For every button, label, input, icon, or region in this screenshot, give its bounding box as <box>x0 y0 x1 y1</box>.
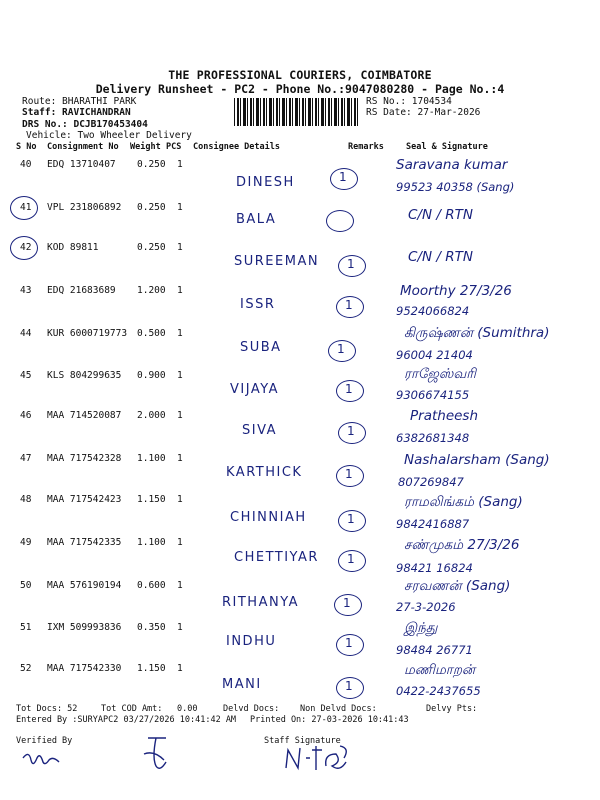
col-seal: Seal & Signature <box>406 142 488 152</box>
row-tick-mark <box>10 236 38 260</box>
table-row <box>0 663 600 683</box>
barcode-image <box>234 98 360 126</box>
seal-phone: 99523 40358 (Sang) <box>396 180 515 194</box>
consignee-name: ISSR <box>240 297 276 312</box>
seal-phone: 9306674155 <box>396 388 470 402</box>
remark-circle <box>326 210 354 232</box>
seal-signature: Pratheesh <box>410 408 479 424</box>
row-weight: 0.900 <box>137 370 166 381</box>
row-sno: 50 <box>20 580 32 591</box>
row-weight: 0.250 <box>137 159 166 170</box>
row-consignment-no: MAA 717542330 <box>47 663 122 674</box>
delivery-points-label: Delvy Pts: <box>426 704 478 714</box>
seal-signature: C/N / RTN <box>408 249 473 265</box>
seal-phone: 9524066824 <box>396 304 470 318</box>
row-sno: 41 <box>20 202 32 213</box>
table-row <box>0 202 600 222</box>
row-pcs: 1 <box>177 328 183 339</box>
total-cod-amount: 0.00 <box>177 704 198 714</box>
seal-phone: 96004 21404 <box>396 348 473 362</box>
staff-label: Staff: RAVICHANDRAN <box>22 107 131 118</box>
seal-phone: 27-3-2026 <box>396 600 456 614</box>
row-sno: 47 <box>20 453 32 464</box>
row-consignment-no: EDQ 13710407 <box>47 159 116 170</box>
row-tick-mark <box>10 196 38 220</box>
row-pcs: 1 <box>177 580 183 591</box>
non-delivered-docs-label: Non Delvd Docs: <box>300 704 377 714</box>
delivered-docs-label: Delvd Docs: <box>223 704 280 714</box>
remark-value: 1 <box>347 512 355 526</box>
seal-phone: 807269847 <box>398 475 464 489</box>
consignee-name: BALA <box>236 212 277 227</box>
row-weight: 1.100 <box>137 453 166 464</box>
row-sno: 43 <box>20 285 32 296</box>
initial-signature <box>140 734 176 776</box>
verified-by-label: Verified By <box>16 736 73 746</box>
staff-signature <box>282 740 356 776</box>
printed-on: Printed On: 27-03-2026 10:41:43 <box>250 715 409 725</box>
col-consignment: Consignment No <box>47 142 119 152</box>
row-weight: 1.100 <box>137 537 166 548</box>
table-row <box>0 410 600 430</box>
seal-phone: 98484 26771 <box>396 643 473 657</box>
row-pcs: 1 <box>177 242 183 253</box>
row-pcs: 1 <box>177 663 183 674</box>
seal-signature: ராஜேஸ்வரி <box>404 366 477 382</box>
consignee-name: VIJAYA <box>230 382 280 397</box>
remark-value: 1 <box>345 382 353 396</box>
consignee-name: KARTHICK <box>226 465 303 480</box>
route-label: Route: BHARATHI PARK <box>22 96 137 107</box>
row-pcs: 1 <box>177 159 183 170</box>
seal-signature: கிருஷ்ணன் (Sumithra) <box>404 325 550 341</box>
row-pcs: 1 <box>177 453 183 464</box>
seal-phone: 0422-2437655 <box>396 684 481 698</box>
col-sno: S No <box>16 142 37 152</box>
consignee-name: SUREEMAN <box>234 254 320 269</box>
staff-signature-label: Staff Signature <box>264 736 341 746</box>
seal-phone: 9842416887 <box>396 517 470 531</box>
seal-phone: 98421 16824 <box>396 561 473 575</box>
row-pcs: 1 <box>177 410 183 421</box>
row-pcs: 1 <box>177 494 183 505</box>
entered-by: Entered By :SURYAPC2 03/27/2026 10:41:42 AM <box>16 715 237 725</box>
row-pcs: 1 <box>177 202 183 213</box>
company-title: THE PROFESSIONAL COURIERS, COIMBATORE <box>168 68 432 82</box>
row-sno: 42 <box>20 242 32 253</box>
seal-signature: மணிமாறன் <box>404 662 476 678</box>
verifier-signature <box>20 748 64 772</box>
row-sno: 45 <box>20 370 32 381</box>
row-weight: 2.000 <box>137 410 166 421</box>
col-weight: Weight <box>130 142 161 152</box>
row-consignment-no: KLS 804299635 <box>47 370 122 381</box>
table-row <box>0 622 600 642</box>
remark-value: 1 <box>347 257 355 271</box>
row-weight: 0.350 <box>137 622 166 633</box>
col-pcs: PCS <box>166 142 182 152</box>
consignee-name: RITHANYA <box>222 595 300 610</box>
seal-signature: Saravana kumar <box>396 157 508 173</box>
row-weight: 1.150 <box>137 494 166 505</box>
consignee-name: CHETTIYAR <box>234 550 319 565</box>
remark-value: 1 <box>343 596 351 610</box>
seal-signature: C/N / RTN <box>408 207 473 223</box>
remark-value: 1 <box>345 636 353 650</box>
seal-signature: ராமலிங்கம் (Sang) <box>404 494 523 510</box>
row-pcs: 1 <box>177 622 183 633</box>
consignee-name: CHINNIAH <box>230 510 307 525</box>
consignee-name: SUBA <box>240 340 282 355</box>
row-consignment-no: KUR 6000719773 <box>47 328 128 339</box>
row-consignment-no: MAA 576190194 <box>47 580 122 591</box>
rs-number: RS No.: 1704534 <box>366 96 452 107</box>
remark-value: 1 <box>347 552 355 566</box>
row-sno: 46 <box>20 410 32 421</box>
remark-value: 1 <box>345 467 353 481</box>
consignee-name: SIVA <box>242 423 278 438</box>
seal-signature: Nashalarsham (Sang) <box>404 452 550 468</box>
row-pcs: 1 <box>177 537 183 548</box>
total-cod-label: Tot COD Amt: <box>101 704 163 714</box>
remark-value: 1 <box>345 679 353 693</box>
row-consignment-no: MAA 717542335 <box>47 537 122 548</box>
table-row <box>0 370 600 390</box>
remark-value: 1 <box>345 298 353 312</box>
remark-value: 1 <box>337 342 345 356</box>
row-weight: 0.250 <box>137 242 166 253</box>
row-pcs: 1 <box>177 370 183 381</box>
row-consignment-no: KOD 89811 <box>47 242 99 253</box>
remark-value: 1 <box>347 424 355 438</box>
consignee-name: MANI <box>222 677 262 692</box>
seal-signature: இந்து <box>404 620 438 636</box>
remark-value: 1 <box>339 170 347 184</box>
row-pcs: 1 <box>177 285 183 296</box>
row-sno: 48 <box>20 494 32 505</box>
seal-phone: 6382681348 <box>396 431 470 445</box>
row-sno: 52 <box>20 663 32 674</box>
seal-signature: Moorthy 27/3/26 <box>400 283 512 299</box>
col-consignee: Consignee Details <box>193 142 280 152</box>
row-consignment-no: MAA 714520087 <box>47 410 122 421</box>
row-sno: 51 <box>20 622 32 633</box>
total-docs: Tot Docs: 52 <box>16 704 78 714</box>
row-weight: 1.200 <box>137 285 166 296</box>
col-remarks: Remarks <box>348 142 384 152</box>
consignee-name: INDHU <box>226 634 277 649</box>
row-sno: 44 <box>20 328 32 339</box>
consignee-name: DINESH <box>236 175 295 190</box>
row-weight: 1.150 <box>137 663 166 674</box>
runsheet-subtitle: Delivery Runsheet - PC2 - Phone No.:9047080280 - Page No.:4 <box>95 82 505 96</box>
seal-signature: சண்முகம் 27/3/26 <box>404 537 520 553</box>
row-sno: 40 <box>20 159 32 170</box>
seal-signature: சரவணன் (Sang) <box>404 578 511 594</box>
row-sno: 49 <box>20 537 32 548</box>
vehicle-label: Vehicle: Two Wheeler Delivery <box>26 130 192 141</box>
row-weight: 0.250 <box>137 202 166 213</box>
rs-date: RS Date: 27-Mar-2026 <box>366 107 481 118</box>
row-consignment-no: MAA 717542328 <box>47 453 122 464</box>
table-row <box>0 159 600 179</box>
row-weight: 0.500 <box>137 328 166 339</box>
row-consignment-no: IXM 509993836 <box>47 622 122 633</box>
drs-number: DRS No.: DCJB170453404 <box>22 119 148 130</box>
row-consignment-no: MAA 717542423 <box>47 494 122 505</box>
row-weight: 0.600 <box>137 580 166 591</box>
row-consignment-no: VPL 231806892 <box>47 202 122 213</box>
row-consignment-no: EDQ 21683689 <box>47 285 116 296</box>
